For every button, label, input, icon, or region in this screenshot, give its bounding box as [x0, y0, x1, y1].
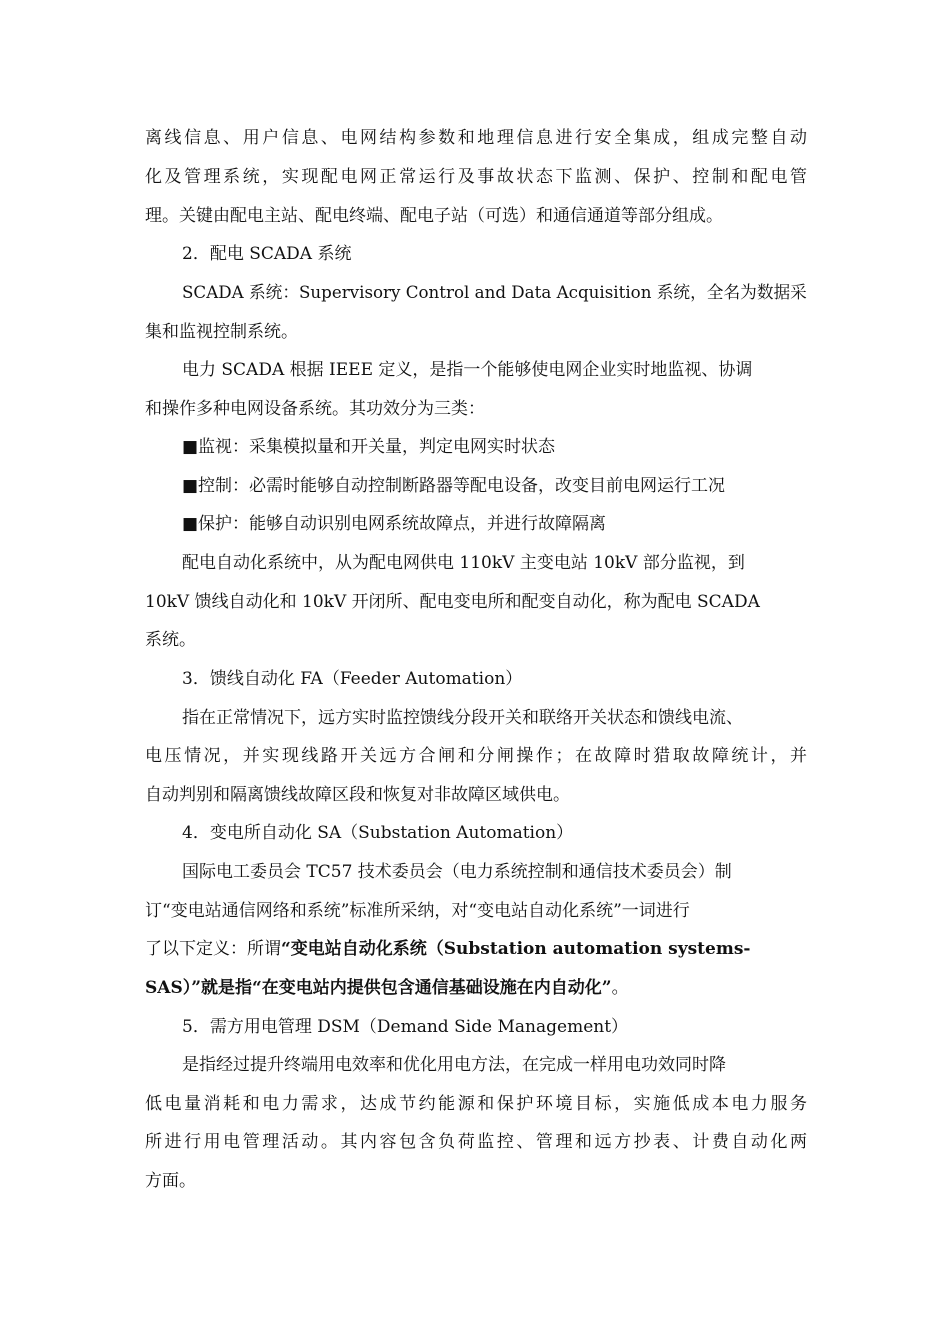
definition-bold-text: “变电站自动化系统（Substation automation systems-: [281, 939, 751, 959]
paragraph-line: [145, 976, 629, 1000]
paragraph-line: 指在正常情况下，远方实时监控馈线分段开关和联络开关状态和馈线电流、: [182, 708, 743, 728]
definition-bold-text: SAS）”就是指“在变电站内提供包含通信基础设施在内自动化”: [145, 978, 612, 998]
paragraph-line: 集和监视控制系统。: [145, 322, 298, 342]
section-heading-fa: 3．馈线自动化 FA（Feeder Automation）: [182, 669, 523, 689]
paragraph-line: 低电量消耗和电力需求，达成节约能源和保护环境目标，实施低成本电力服务: [145, 1094, 807, 1114]
paragraph-line: 配电自动化系统中，从为配电网供电 110kV 主变电站 10kV 部分监视，到: [182, 553, 745, 573]
paragraph-line: 理。关键由配电主站、配电终端、配电子站（可选）和通信通道等部分组成。: [145, 206, 723, 226]
paragraph-line: 电压情况，并实现线路开关远方合闸和分闸操作；在故障时猎取故障统计，并: [145, 746, 807, 766]
paragraph-line: 10kV 馈线自动化和 10kV 开闭所、配电变电所和配变自动化，称为配电 SCADA: [145, 592, 760, 612]
paragraph-line: 自动判别和隔离馈线故障区段和恢复对非故障区域供电。: [145, 785, 570, 805]
section-heading-scada: 2．配电 SCADA 系统: [182, 244, 352, 264]
section-heading-sa: 4．变电所自动化 SA（Substation Automation）: [182, 823, 574, 843]
paragraph-line: 方面。: [145, 1171, 196, 1191]
paragraph-line: [145, 937, 750, 961]
paragraph-line: 所进行用电管理活动。其内容包含负荷监控、管理和远方抄表、计费自动化两: [145, 1132, 807, 1152]
paragraph-line: 离线信息、用户信息、电网结构参数和地理信息进行安全集成，组成完整自动: [145, 128, 807, 148]
paragraph-line: 电力 SCADA 根据 IEEE 定义，是指一个能够使电网企业实时地监视、协调: [182, 360, 753, 380]
definition-intro: 了以下定义：所谓: [145, 939, 281, 959]
bullet-item-protect: ■保护：能够自动识别电网系统故障点，并进行故障隔离: [182, 514, 607, 534]
paragraph-line: 化及管理系统，实现配电网正常运行及事故状态下监测、保护、控制和配电管: [145, 167, 807, 187]
bullet-item-control: ■控制：必需时能够自动控制断路器等配电设备，改变目前电网运行工况: [182, 476, 726, 496]
definition-end: 。: [611, 978, 629, 998]
bullet-item-monitor: ■监视：采集模拟量和开关量，判定电网实时状态: [182, 437, 556, 457]
paragraph-line: SCADA 系统：Supervisory Control and Data Acquisition 系统，全名为数据采: [182, 283, 807, 303]
paragraph-line: 系统。: [145, 630, 196, 650]
paragraph-line: 和操作多种电网设备系统。其功效分为三类：: [145, 399, 485, 419]
paragraph-line: 是指经过提升终端用电效率和优化用电方法，在完成一样用电功效同时降: [182, 1055, 726, 1075]
paragraph-line: 国际电工委员会 TC57 技术委员会（电力系统控制和通信技术委员会）制: [182, 862, 732, 882]
section-heading-dsm: 5．需方用电管理 DSM（Demand Side Management）: [182, 1017, 629, 1037]
paragraph-line: 订“变电站通信网络和系统”标准所采纳，对“变电站自动化系统”一词进行: [145, 901, 690, 921]
